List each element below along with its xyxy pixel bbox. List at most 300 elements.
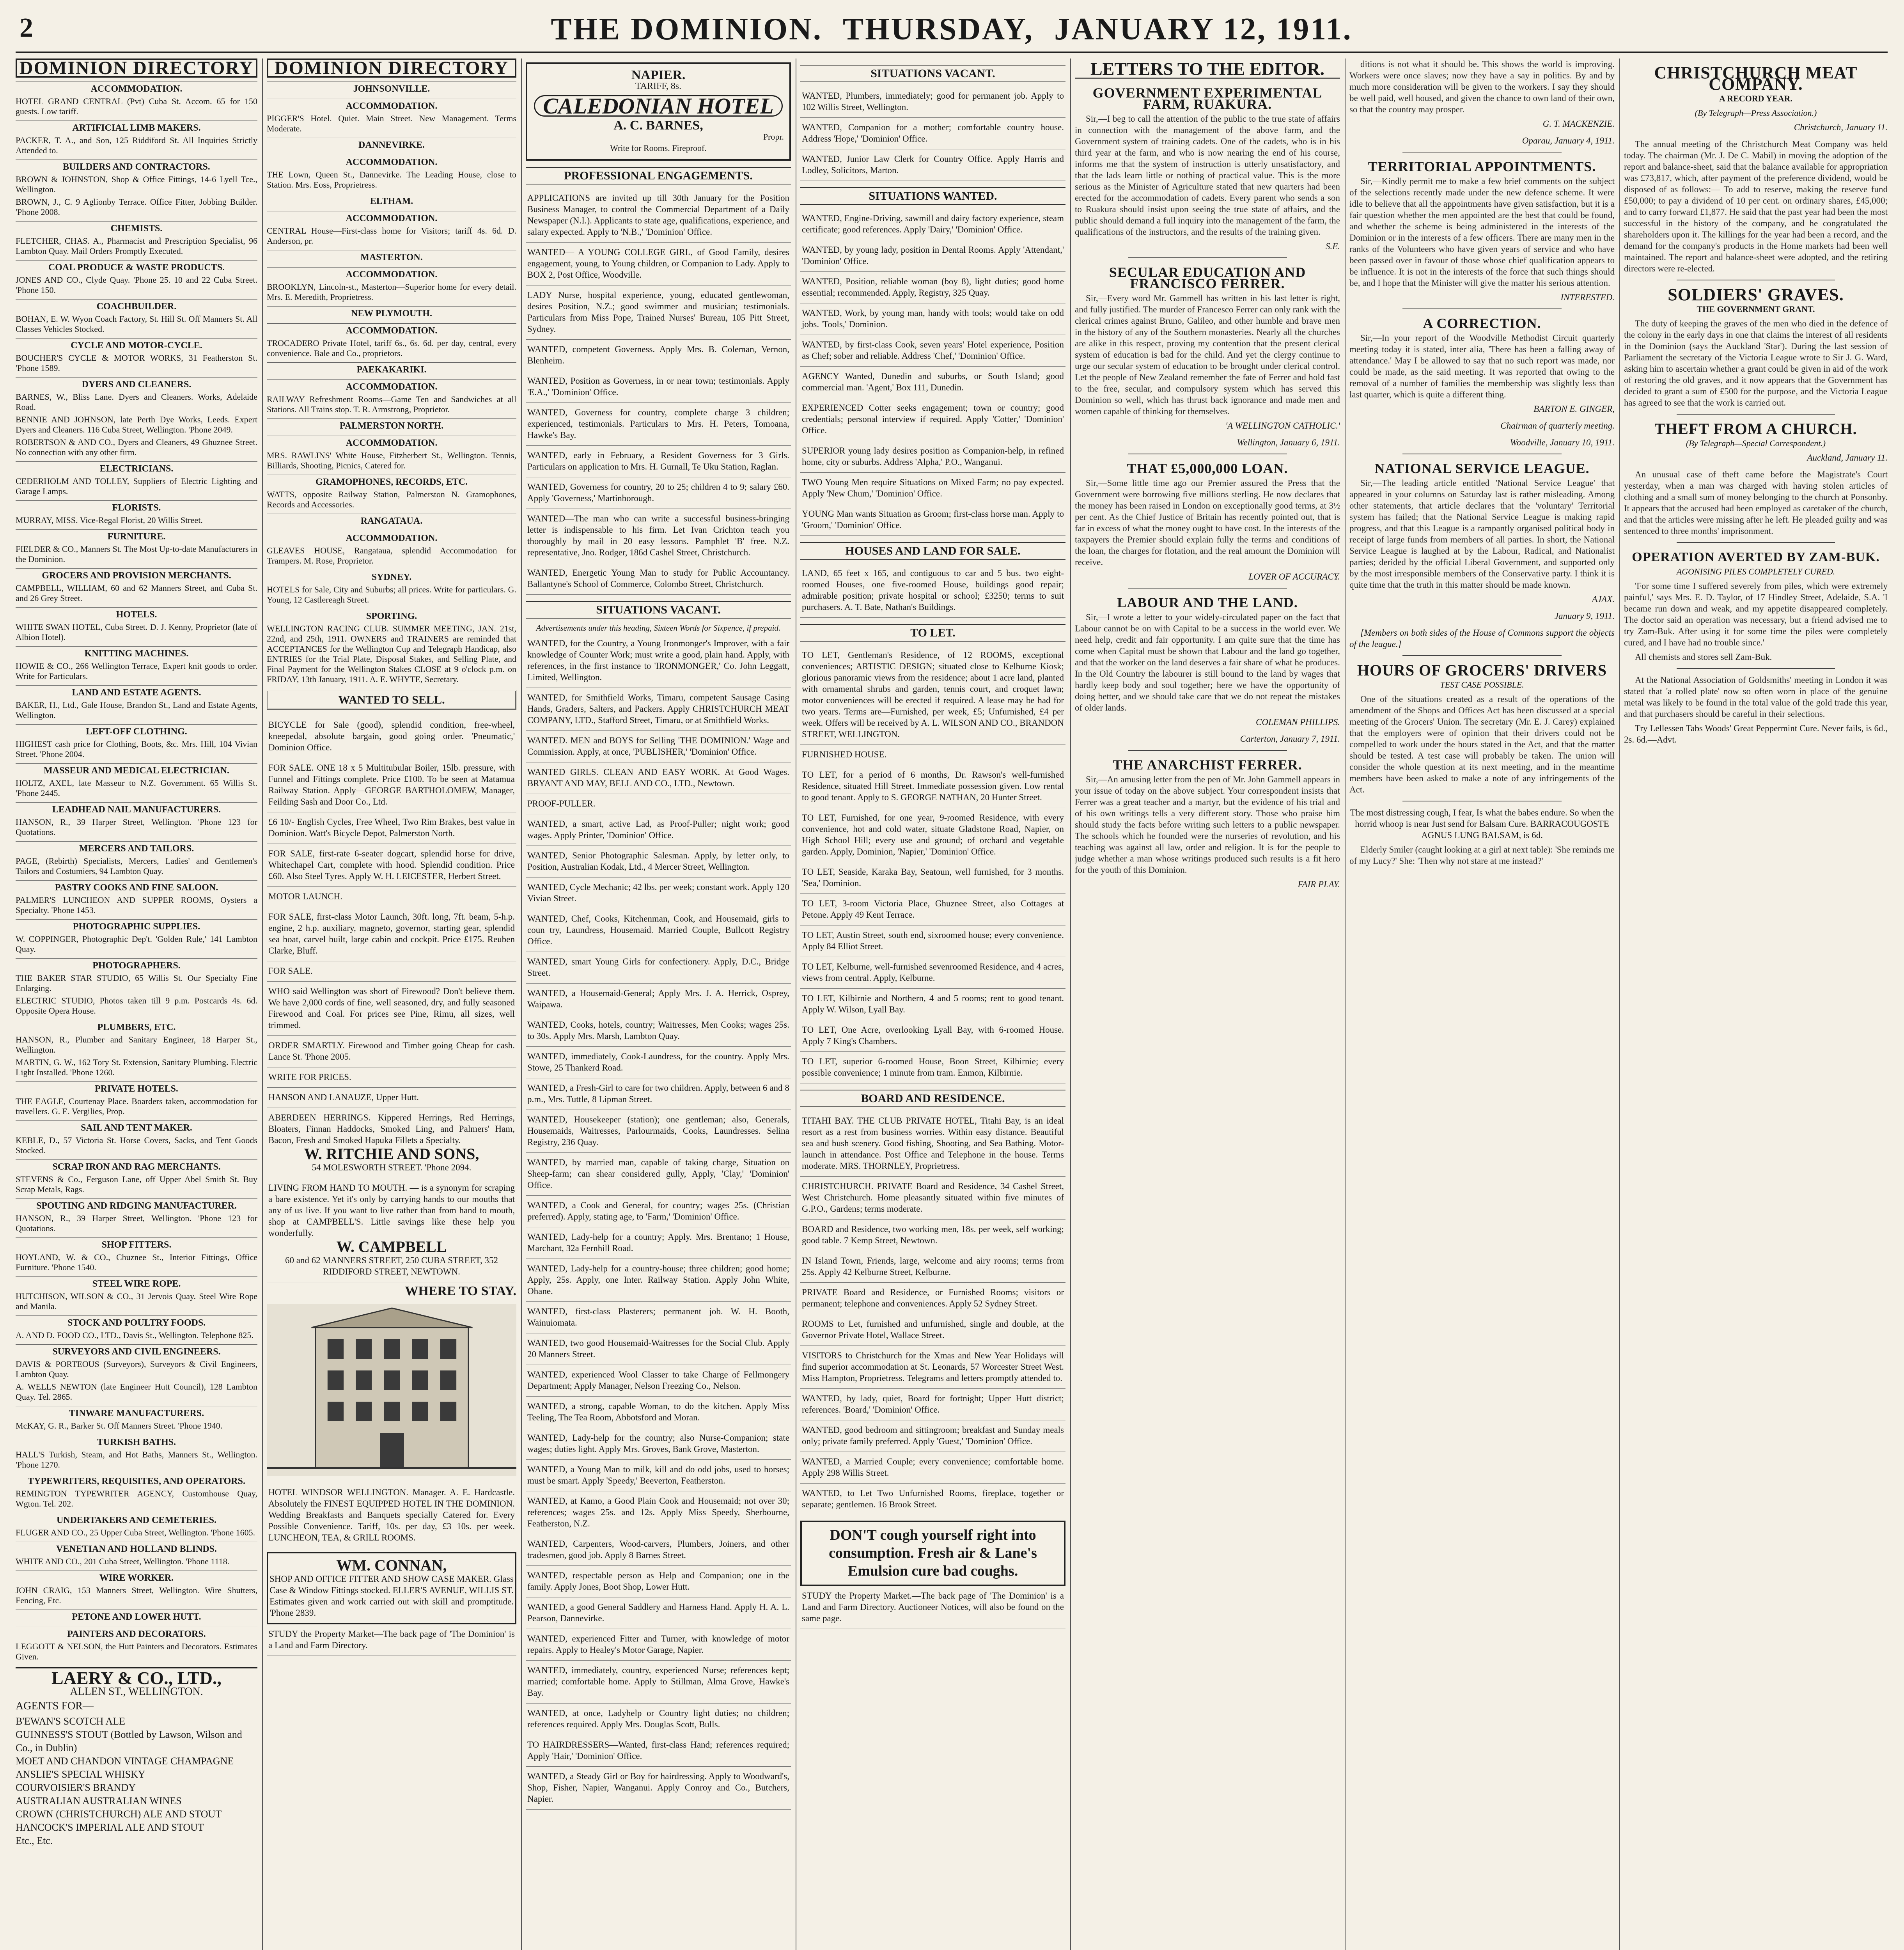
- to-let-ads: [800, 645, 1065, 1083]
- directory-section-heading: ACCOMMODATION.: [16, 82, 257, 95]
- directory2-sub-heading: ACCOMMODATION.: [267, 323, 516, 337]
- directory-section-heading: PASTRY COOKS AND FINE SALOON.: [16, 880, 257, 893]
- situation-vacant-ad: WANTED, by married man, capable of taking charge, Situation on Sheep-farm; can shear considered gully, Apply, 'Clay,' 'Dominion' Office.: [526, 1153, 791, 1196]
- directory-entry: ROBERTSON & AND CO., Dyers and Cleaners, 49 Ghuznee Street. No connection with any other firm.: [16, 437, 257, 457]
- correction-sig-2: Chairman of quarterly meeting.: [1500, 421, 1615, 431]
- secular-body: Sir,—Every word Mr. Gammell has written in his last letter is right, and fully justified. The murder of Francesco Ferrer can only rank with the clerical crimes against Bruno, Galileo, and other humble and brave men in the history of any of the Southern monasteries. Nearly all the churches are alike in this respect, proving my contention that the present clerical system of education is bad for the child. And yet the clergy continue to urge our secular system of education to be brought under clerical control. Let the people of New Zealand remember the fate of Ferrer and hold fast to the free, secular, and compulsory system which has served this Dominion so well, which has thrust back ignorance and made men and women capable of thinking for themselves.: [1075, 293, 1340, 416]
- situation-vacant-ad: WANTED, Cycle Mechanic; 42 lbs. per week; constant work. Apply 120 Vivian Street.: [526, 878, 791, 909]
- directory-entry: JOHN CRAIG, 153 Manners Street, Wellington. Wire Shutters, Fencing, Etc.: [16, 1585, 257, 1605]
- directory2-section-heading: RANGATAUA.: [267, 514, 516, 527]
- directory-section-heading: ARTIFICIAL LIMB MAKERS.: [16, 121, 257, 134]
- campbell-ad: [267, 1178, 516, 1282]
- continued-letter-sig: G. T. MACKENZIE.: [1542, 119, 1615, 129]
- directory2-section-heading: DANNEVIRKE.: [267, 138, 516, 151]
- directory-entry: HANSON, R., 39 Harper Street, Wellington. 'Phone 123 for Quotations.: [16, 817, 257, 837]
- directory2-entry: THE Lown, Queen St., Dannevirke. The Leading House, close to Station. Mrs. Eoss, Proprietress.: [267, 170, 516, 190]
- directory-section-heading: MERCERS AND TAILORS.: [16, 841, 257, 854]
- directory2-sub-heading: ACCOMMODATION.: [267, 379, 516, 393]
- situation-vacant-ad: WANTED, Chef, Cooks, Kitchenman, Cook, and Housemaid, girls to coun try, Laundress, Housemaid. Married Couple, Bullcott Registry Office.: [526, 909, 791, 952]
- labour-title: LABOUR AND THE LAND.: [1117, 595, 1298, 610]
- directory2-section-heading: MASTERTON.: [267, 250, 516, 263]
- situation-vacant-ad: WANTED, Housekeeper (station); one gentleman; also, Generals, Housemaids, Waitresses, Parlourmaids, Cooks, Laundresses. Selina Registry, 236 Quay.: [526, 1110, 791, 1153]
- cmc-source: (By Telegraph—Press Association.): [1695, 108, 1817, 118]
- campbell-address: 60 and 62 MANNERS STREET, 250 CUBA STREET, 352 RIDDIFORD STREET, NEWTOWN.: [285, 1255, 498, 1276]
- for-sale-ad: FOR SALE.: [267, 961, 516, 982]
- situation-vacant-ad: WANTED, Carpenters, Wood-carvers, Plumbers, Joiners, and other tradesmen, good job. Apply 8 Barnes Street.: [526, 1534, 791, 1566]
- to-let-heading: TO LET.: [800, 624, 1065, 642]
- situation-vacant-ad: WANTED, Junior Law Clerk for Country Office. Apply Harris and Lodley, Solicitors, Marton.: [800, 149, 1065, 181]
- laery-line: CROWN (CHRISTCHURCH) ALE AND STOUT: [16, 1808, 222, 1820]
- situation-vacant-ad: WANTED, for Smithfield Works, Timaru, competent Sausage Casing Hands, Graders, Salters, and Packers. Apply CHRISTCHURCH MEAT COMPANY, LTD., Stafford Street, Timaru, or at Smithfield Works.: [526, 688, 791, 731]
- situation-vacant-ad: PROOF-PULLER.: [526, 794, 791, 814]
- directory-section-heading: SURVEYORS AND CIVIL ENGINEERS.: [16, 1344, 257, 1358]
- two-young-men-text: TWO Young Men require Situations on Mixed Farm; no pay expected. Apply 'New Chum,' 'Dominion' Office.: [802, 477, 1064, 498]
- laery-lines: [16, 1715, 257, 1847]
- situation-wanted-ad: WANTED, by young lady, position in Dental Rooms. Apply 'Attendant,' 'Dominion' Office.: [800, 240, 1065, 272]
- napier-title: NAPIER.: [631, 68, 686, 82]
- directory2-entry: RAILWAY Refreshment Rooms—Game Ten and Sandwiches at all Stations. All Trains stop. T. R. Armstrong, Proprietor.: [267, 394, 516, 414]
- directory-section-heading: HOTELS.: [16, 607, 257, 620]
- board-residence-ad: WANTED, good bedroom and sittingroom; breakfast and Sunday meals only; private family preferred. Apply 'Guest,' 'Dominion' Office.: [800, 1420, 1065, 1452]
- directory-entry: PALMER'S LUNCHEON AND SUPPER ROOMS, Oysters a Specialty. 'Phone 1453.: [16, 895, 257, 915]
- situation-vacant-ad: WANTED, at Kamo, a Good Plain Cook and Housemaid; not over 30; references; wages 25s. and 12s. Apply Miss Speedy, Sherbourne, Featherston, N.Z.: [526, 1491, 791, 1534]
- directory-section-heading: PHOTOGRAPHERS.: [16, 958, 257, 971]
- directory-entry: MURRAY, MISS. Vice-Regal Florist, 20 Willis Street.: [16, 515, 203, 525]
- directory2-section-heading: SPORTING.: [267, 609, 516, 622]
- theft-dateline: Auckland, January 11.: [1807, 453, 1888, 463]
- cmc-dateline: Christchurch, January 11.: [1794, 122, 1888, 132]
- anarchist-sig: FAIR PLAY.: [1298, 879, 1340, 889]
- continued-letter-date: Oparau, January 4, 1911.: [1522, 136, 1615, 145]
- directory2-sub-heading: GRAMOPHONES, RECORDS, ETC.: [267, 475, 516, 488]
- connan-name: WM. CONNAN,: [336, 1556, 447, 1574]
- professional-ad: WANTED, Position as Governess, in or near town; testimonials. Apply 'E.A.,' 'Dominion' Office.: [526, 371, 791, 403]
- professional-ad: LADY Nurse, hospital experience, young, educated gentlewoman, desires Position, N.Z.; good swimmer and musician; testimonials. Particulars from Miss Pope, Trained Nurses' Bureau, 105 Pitt Street, Sydney.: [526, 285, 791, 340]
- situation-vacant-ad: WANTED, a Fresh-Girl to care for two children. Apply, between 6 and 8 p.m., Mrs. Tuttle, 8 Lipman Street.: [526, 1078, 791, 1110]
- ritchie-address: 54 MOLESWORTH STREET. 'Phone 2094.: [312, 1163, 472, 1172]
- sit-wanted-heading: SITUATIONS WANTED.: [800, 187, 1065, 205]
- directory-section-heading: KNITTING MACHINES.: [16, 646, 257, 659]
- situation-vacant-ad: WANTED, Senior Photographic Salesman. Apply, by letter only, to Position, Australian Kodak, Ltd., 4 Mercer Street, Wellington.: [526, 846, 791, 878]
- to-let-ad: TO LET, for a period of 6 months, Dr. Rawson's well-furnished Residence, situated Hill Street. Immediate possession given. Low rental to good tenant. Apply to S. GEORGE NATHAN, 20 Hunter Street.: [800, 765, 1065, 808]
- directory-entry: WHITE AND CO., 201 Cuba Street, Wellington. 'Phone 1118.: [16, 1556, 230, 1566]
- directory2-section-heading: ELTHAM.: [267, 194, 516, 207]
- situation-vacant-ad: WANTED, a good General Saddlery and Harness Hand. Apply H. A. L. Pearson, Dannevirke.: [526, 1597, 791, 1629]
- directory-section-heading: FLORISTS.: [16, 500, 257, 514]
- directory-section-heading: PHOTOGRAPHIC SUPPLIES.: [16, 919, 257, 932]
- directory-section-heading: COACHBUILDER.: [16, 299, 257, 312]
- directory-section-heading: PETONE AND LOWER HUTT.: [16, 1610, 257, 1623]
- directory-entry: HIGHEST cash price for Clothing, Boots, &c. Mrs. Hill, 104 Vivian Street. 'Phone 2004.: [16, 739, 257, 759]
- board-residence-ad: ROOMS to Let, furnished and unfurnished, single and double, at the Governor Private Hotel, Wallace Street.: [800, 1314, 1065, 1346]
- directory-section-heading: VENETIAN AND HOLLAND BLINDS.: [16, 1542, 257, 1555]
- labour-body: Sir,—I wrote a letter to your widely-circulated paper on the fact that Labour cannot be on with Capital to be a success in the world ever. We need help, credit and fair opportunity. I am quite sure that the time has come when Capital must be shown that Labour and the land go together, and that the worker on the land deserves a fair share of what he produces. In the Old Country the labourer is still bound to the land by wages that hardly keep body and soul together; here we have the opportunity of doing better, and we should take care that we do not repeat the mistakes of older lands.: [1075, 612, 1340, 713]
- to-let-ad: TO LET, Austin Street, south end, sixroomed house; every convenience. Apply 84 Elliot Street.: [800, 925, 1065, 957]
- for-sale-ad: FOR SALE, first-class Motor Launch, 30ft. long, 7ft. beam, 5-h.p. engine, 2 h.p. auxiliary, magneto, governor, starting gear, splendid sea boat, carvel built, large cabin and cockpit. Price £175. Reuben Clarke, Bluff.: [267, 907, 516, 961]
- directory-section-heading: TYPEWRITERS, REQUISITES, AND OPERATORS.: [16, 1474, 257, 1487]
- where-to-stay: WHERE TO STAY.: [405, 1284, 516, 1298]
- houses-heading: HOUSES AND LAND FOR SALE.: [800, 542, 1065, 560]
- board-residence-ad: CHRISTCHURCH. PRIVATE Board and Residence, 34 Cashel Street, West Christchurch. Home pleasantly situated within five minutes of G.P.O., Gardens; terms moderate.: [800, 1177, 1065, 1220]
- laery-address: ALLEN ST., WELLINGTON.: [70, 1686, 203, 1698]
- to-let-ad: TO LET, Kilbirnie and Northern, 4 and 5 rooms; rent to good tenant. Apply W. Wilson, Lyall Bay.: [800, 989, 1065, 1020]
- situation-wanted-ad: WANTED, by first-class Cook, seven years' Hotel experience, Position as Chef; sober and reliable. Address 'Chef,' 'Dominion' Office.: [800, 335, 1065, 367]
- nsl-sig: AJAX.: [1592, 594, 1615, 604]
- property-text: STUDY the Property Market—The back page of 'The Dominion' is a Land and Farm Directory.: [268, 1629, 515, 1650]
- situation-vacant-ad: WANTED, a Steady Girl or Boy for hairdressing. Apply to Woodward's, Shop, Fisher, Napier, Wanganui. Apply Conroy and Co., Butchers, Napier.: [526, 1767, 791, 1810]
- masthead: [16, 8, 1888, 53]
- property-ad-2: [800, 1586, 1065, 1629]
- connan-text: SHOP AND OFFICE FITTER AND SHOW CASE MAKER. Glass Case & Window Fittings stocked. ELLER'S AVENUE, WILLIS ST. Estimates given and work carried out with skill and promptitude. 'Phone 2839.: [269, 1574, 514, 1618]
- laery-line: MOET AND CHANDON VINTAGE CHAMPAGNE: [16, 1755, 234, 1767]
- directory-entry: HOTEL GRAND CENTRAL (Pvt) Cuba St. Accom. 65 for 150 guests. Low tariff.: [16, 96, 257, 116]
- correction-date: Woodville, January 10, 1911.: [1510, 438, 1615, 447]
- directory2-entry: MRS. RAWLINS' White House, Fitzherbert St., Wellington. Tennis, Billiards, Shooting, Picnics, Catered for.: [267, 450, 516, 470]
- zambuk-end: All chemists and stores sell Zam-Buk.: [1635, 652, 1772, 662]
- letters-column-2: [1349, 58, 1615, 1950]
- directory2-entry: WELLINGTON RACING CLUB. SUMMER MEETING, JAN. 21st, 22nd, and 25th, 1911. OWNERS and TRAINERS are reminded that ACCEPTANCES for the Wellington Cup and Telegraph Handicap, also ENTRIES for the Trial Plate, Disposal Stakes, and Selling Plate, and Final Payment for the Wellington Stakes CLOSE at 9 o'clock p.m. on FRIDAY, 13th January, 1911. A. E. WHYTE, Secretary.: [267, 624, 516, 684]
- issue-day: THURSDAY,: [842, 12, 1034, 46]
- to-let-ad: TO LET, Kelburne, well-furnished sevenroomed Residence, and 4 acres, views from central. Apply, Kelburne.: [800, 957, 1065, 989]
- laery-line: COURVOISIER'S BRANDY: [16, 1782, 136, 1793]
- situation-vacant-ad: WANTED GIRLS. CLEAN AND EASY WORK. At Good Wages. BRYANT AND MAY, BELL AND CO., LTD., Newtown.: [526, 762, 791, 794]
- directory-entry: HOYLAND, W. & CO., Chuznee St., Interior Fittings, Office Furniture. 'Phone 1540.: [16, 1252, 257, 1272]
- issue-date: JANUARY 12, 1911.: [1054, 12, 1353, 46]
- directory-entry: THE EAGLE, Courtenay Place. Boarders taken, accommodation for travellers. G. E. Vergilies, Prop.: [16, 1096, 257, 1116]
- board-heading: BOARD AND RESIDENCE.: [800, 1090, 1065, 1107]
- professional-ad: WANTED, Governess for country, 20 to 25; children 4 to 9; salary £60. Apply 'Governess,' Martinborough.: [526, 477, 791, 509]
- situation-ads: [526, 634, 791, 1810]
- classified-column-3: [526, 58, 791, 1950]
- directory-section-heading: LAND AND ESTATE AGENTS.: [16, 685, 257, 698]
- directory-section-heading: PLUMBERS, ETC.: [16, 1020, 257, 1033]
- directory2-entry: WATTS, opposite Railway Station, Palmerston N. Gramophones, Records and Accessories.: [267, 489, 516, 509]
- to-let-ad: TO LET, One Acre, overlooking Lyall Bay, with 6-roomed House. Apply 7 King's Chambers.: [800, 1020, 1065, 1052]
- soldiers-sub: THE GOVERNMENT GRANT.: [1697, 304, 1815, 314]
- board-residence-ad: WANTED, to Let Two Unfurnished Rooms, fireplace, together or separate; gentlemen. 16 Brook Street.: [800, 1484, 1065, 1515]
- situation-vacant-ad: WANTED, a smart, active Lad, as Proof-Puller; night work; good wages. Apply Printer, 'Dominion' Office.: [526, 814, 791, 846]
- wanted-to-sell-ads: [267, 715, 516, 1108]
- situation-vacant-ad: WANTED, smart Young Girls for confectionery. Apply, D.C., Bridge Street.: [526, 952, 791, 984]
- theft-source: (By Telegraph—Special Correspondent.): [1686, 438, 1826, 448]
- directory-entry: JONES AND CO., Clyde Quay. 'Phone 25. 10 and 22 Cuba Street. 'Phone 150.: [16, 275, 257, 295]
- board-ads: [800, 1111, 1065, 1515]
- directory2-section-heading: PAEKAKARIKI.: [267, 362, 516, 376]
- situation-wanted-ad: AGENCY Wanted, Dunedin and suburbs, or South Island; good commercial man. 'Agent,' Box 111, Dunedin.: [800, 367, 1065, 398]
- directory-section-heading: PRIVATE HOTELS.: [16, 1081, 257, 1095]
- directory-section-heading: FURNITURE.: [16, 529, 257, 542]
- sit-vacant-heading-2: SITUATIONS VACANT.: [800, 65, 1065, 82]
- directory-section-heading: LEFT-OFF CLOTHING.: [16, 724, 257, 737]
- situation-vacant-ad: WANTED, a Housemaid-General; Apply Mrs. J. A. Herrick, Osprey, Waipawa.: [526, 984, 791, 1015]
- divider: [1677, 414, 1835, 415]
- directory-entry: McKAY, G. R., Barker St. Off Manners Street. 'Phone 1940.: [16, 1421, 223, 1431]
- house-ads: [800, 564, 1065, 618]
- secular-title: SECULAR EDUCATION AND FRANCISCO FERRER.: [1109, 264, 1306, 291]
- sit-vacant-heading: SITUATIONS VACANT.: [526, 601, 791, 619]
- laery-agents: AGENTS FOR—: [16, 1700, 94, 1712]
- laery-ad: [16, 1667, 257, 1847]
- balsam-ad: The most distressing cough, I fear, Is what the babes endure. So when the horrid whoop is near Just send for Balsam Cure. BARRACOUGOSTE AGNUS LUNG BALSAM, is 6d.: [1350, 808, 1614, 840]
- anarchist-body: Sir,—An amusing letter from the pen of Mr. John Gammell appears in your issue of today on the above subject. Your correspondent insists that Ferrer was a great teacher and a martyr, but the evidence of his trial and of his own writings tells a very different story. Those who praise him should study the facts before writing such letters to a public newspaper. The schools which he founded were the nurseries of revolution, and his teaching was against all law, order and religion. It is for the people to judge whether a man whose writings produced such results is a fit hero for the youth of this Dominion.: [1075, 775, 1340, 875]
- letters-heading: LETTERS TO THE EDITOR.: [1075, 63, 1340, 79]
- directory-section-heading: TINWARE MANUFACTURERS.: [16, 1406, 257, 1419]
- connan-ad: [267, 1552, 516, 1624]
- directory2-sub-heading: ACCOMMODATION.: [267, 267, 516, 280]
- laery-line: B'EWAN'S SCOTCH ALE: [16, 1716, 125, 1727]
- situation-vacant-ad: WANTED, Cooks, hotels, country; Waitresses, Men Cooks; wages 25s. to 30s. Apply Mrs. Marsh, Lambton Quay.: [526, 1015, 791, 1047]
- situation-vacant-ad: WANTED, for the Country, a Young Ironmonger's Improver, with a fair knowledge of Counter Work; must write a good, plain hand. Apply, with references, in the first instance to 'IRONMONGER,' Co. John Leggatt, Limited, Wellington.: [526, 634, 791, 688]
- board-residence-ad: BOARD and Residence, two working men, 18s. per week, self working; good table. 7 Kemp Street, Newtown.: [800, 1220, 1065, 1251]
- to-let-ad: TO LET, Furnished, for one year, 9-roomed Residence, with every convenience, hot and cold water, situate Gladstone Road, Napier, on High School Hill; every use and ground; of orchard and vegetable garden. Apply, Dominion, 'Napier,' 'Dominion' Office.: [800, 808, 1065, 862]
- vacant-ads: [800, 86, 1065, 181]
- directory-entry: CAMPBELL, WILLIAM, 60 and 62 Manners Street, and Cuba St. and 26 Grey Street.: [16, 583, 257, 603]
- board-residence-ad: WANTED, by lady, quiet, Board for fortnight; Upper Hutt district; references. 'Board,' 'Dominion' Office.: [800, 1389, 1065, 1420]
- gov-farm-title: GOVERNMENT EXPERIMENTAL FARM, RUAKURA.: [1092, 85, 1323, 112]
- for-sale-ad: WHO said Wellington was short of Firewood? Don't believe them. We have 2,000 cords of fine, well seasoned, dry, and fully seasoned Firewood and Coal. For prices see Pine, Rimu, all sizes, well trimmed.: [267, 982, 516, 1036]
- directory-section-heading: SCRAP IRON AND RAG MERCHANTS.: [16, 1159, 257, 1173]
- directory-entry: HOWIE & CO., 266 Wellington Terrace, Expert knit goods to order. Write for Particulars.: [16, 661, 257, 681]
- situation-vacant-ad: WANTED, a strong, capable Woman, to do the kitchen. Apply Miss Teeling, The Tea Room, Abbotsford and Moran.: [526, 1397, 791, 1428]
- situation-wanted-ad: WANTED, Position, reliable woman (boy 8), light duties; good home essential; recommended. Apply, Registry, 325 Quay.: [800, 272, 1065, 303]
- situation-vacant-ad: WANTED, experienced Fitter and Turner, with knowledge of motor repairs. Apply to Healey's Motor Garage, Napier.: [526, 1629, 791, 1661]
- caledonian-prop: Propr.: [763, 132, 784, 142]
- directory-entry: FIELDER & CO., Manners St. The Most Up-to-date Manufacturers in the Dominion.: [16, 544, 257, 564]
- directory-section-heading: PAINTERS AND DECORATORS.: [16, 1627, 257, 1640]
- hotel-windsor-illustration: [267, 1304, 516, 1476]
- cough-text: DON'T cough yourself right into consumption. Fresh air & Lane's Emulsion cure bad coughs.: [829, 1527, 1037, 1579]
- directory-column-2: [267, 58, 516, 1950]
- board-residence-ad: PRIVATE Board and Residence, or Furnished Rooms; visitors or permanent; telephone and conveniences. Apply 52 Sydney Street.: [800, 1283, 1065, 1314]
- correction-title: A CORRECTION.: [1423, 316, 1541, 331]
- divider: [1128, 257, 1287, 258]
- directory-entry: REMINGTON TYPEWRITER AGENCY, Customhouse Quay, Wgton. Tel. 202.: [16, 1489, 257, 1509]
- situation-vacant-ad: WANTED, Lady-help for a country-house; three children; good home; Apply, 25s. Apply, one Inter. Railway Station. Apply John White, Ohane.: [526, 1259, 791, 1302]
- nsl-body: Sir,—The leading article entitled 'National Service League' that appeared in your columns on Saturday last is rather misleading. Among other statements, that article declares that the 'voluntary' Territorial system has failed; that the National Service League is making rapid progress, and that this League is a rampantly organised political body in receipt of large funds from members of all parties. In short, the National Service League is laughed at by the Labour, Radical, and Nationalist parties; derided by the official Liberal Government, and supported only by the most irresponsible members of the Conservative party. I think it is quite time that the truth in this matter should be made known.: [1349, 478, 1615, 590]
- situation-vacant-ad: TO HAIRDRESSERS—Wanted, first-class Hand; references required; Apply 'Hair,' 'Dominion' Office.: [526, 1735, 791, 1767]
- groom-ad: [800, 504, 1065, 536]
- directory-entry: WHITE SWAN HOTEL, Cuba Street. D. J. Kenny, Proprietor (late of Albion Hotel).: [16, 622, 257, 642]
- divider: [1402, 308, 1562, 309]
- laery-line: GUINNESS'S STOUT (Bottled by Lawson, Wilson and Co., in Dublin): [16, 1729, 242, 1753]
- directory2-entry: GLEAVES HOUSE, Rangataua, splendid Accommodation for Trampers. M. Rose, Proprietor.: [267, 546, 516, 566]
- professional-ad: WANTED, early in February, a Resident Governess for 3 Girls. Particulars on application to Mrs. H. Gurnall, Te Uku Station, Raglan.: [526, 446, 791, 477]
- directory-entry: HUTCHISON, WILSON & CO., 31 Jervois Quay. Steel Wire Rope and Manila.: [16, 1291, 257, 1311]
- directory-section-heading: MASSEUR AND MEDICAL ELECTRICIAN.: [16, 763, 257, 776]
- for-sale-ad: MOTOR LAUNCH.: [267, 887, 516, 907]
- loan-title: THAT £5,000,000 LOAN.: [1127, 461, 1288, 476]
- directory-section-heading: SHOP FITTERS.: [16, 1237, 257, 1251]
- directory-section-heading: COAL PRODUCE & WASTE PRODUCTS.: [16, 260, 257, 273]
- to-let-ad: TO LET, 3-room Victoria Place, Ghuznee Street, also Cottages at Petone. Apply 49 Kent Terrace.: [800, 894, 1065, 925]
- situation-vacant-ad: WANTED, a Cook and General, for country; wages 25s. (Christian preferred). Apply, stating age, to 'Farm,' 'Dominion' Office.: [526, 1196, 791, 1227]
- directory-section-heading: UNDERTAKERS AND CEMETERIES.: [16, 1513, 257, 1526]
- situation-vacant-ad: WANTED. MEN and BOYS for Selling 'THE DOMINION.' Wage and Commission. Apply, at once, 'PUBLISHER,' 'Dominion' Office.: [526, 731, 791, 762]
- zambuk-title: OPERATION AVERTED BY ZAM-BUK.: [1632, 550, 1880, 564]
- page-number: 2: [20, 13, 33, 43]
- directory-entry: ELECTRIC STUDIO, Photos taken till 9 p.m. Postcards 4s. 6d. Opposite Opera House.: [16, 996, 257, 1016]
- laery-name: LAERY & CO., LTD.,: [51, 1668, 222, 1688]
- professional-ad: WANTED— A YOUNG COLLEGE GIRL, of Good Family, desires engagement, young, to Young children, or Companion to Lady. Apply to BOX 2, Post Office, Woodville.: [526, 243, 791, 285]
- directory2-entry: CENTRAL House—First-class home for Visitors; tariff 4s. 6d. D. Anderson, pr.: [267, 226, 516, 246]
- directory-column: [16, 58, 257, 1950]
- nsl-date: January 9, 1911.: [1554, 611, 1615, 621]
- directory-entry: HANSON, R., Plumber and Sanitary Engineer, 18 Harper St., Wellington.: [16, 1035, 257, 1055]
- directory2-sub-heading: ACCOMMODATION.: [267, 211, 516, 224]
- property-ad: [267, 1624, 516, 1656]
- loan-body: Sir,—Some little time ago our Premier assured the Press that the Government were borrowing five millions sterling. He now declares that the money has been raised in London on exceptionally good terms, at 3½ per cent. As the Chief Justice of Britain has recently pointed out, that is far in excess of what the money ought to have cost. In the interests of the taxpayers the Premier should explain fully the terms and conditions of the loan, the charges for flotation, and the real amount the Dominion will receive.: [1075, 478, 1340, 567]
- wanted-ads: [800, 209, 1065, 473]
- labour-date: Carterton, January 7, 1911.: [1240, 734, 1340, 744]
- secular-date: Wellington, January 6, 1911.: [1237, 438, 1340, 447]
- directory-entry: MARTIN, G. W., 162 Tory St. Extension, Sanitary Plumbing. Electric Light Installed. 'Phone 1260.: [16, 1057, 257, 1077]
- directory-entry: DAVIS & PORTEOUS (Surveyors), Surveyors & Civil Engineers, Lambton Quay.: [16, 1359, 257, 1379]
- for-sale-ad: £6 10/- English Cycles, Free Wheel, Two Rim Brakes, best value in Dominion. Watt's Bicycle Depot, Palmerston North.: [267, 812, 516, 844]
- directory2-section-heading: SYDNEY.: [267, 570, 516, 583]
- board-residence-ad: WANTED, a Married Couple; every convenience; comfortable home. Apply 298 Willis Street.: [800, 1452, 1065, 1484]
- correction-sig: BARTON E. GINGER,: [1533, 404, 1615, 414]
- cmc-body: The annual meeting of the Christchurch Meat Company was held today. The chairman (Mr. J. De C. Mabil) in moving the adoption of the report and balance-sheet, said that the balance available for appropriation was £73,817, which, after payment of the preference dividend, would be disposed of as follows:— To add to reserve, making the reserve fund £50,000; to pay a dividend of 10 per cent. on ordinary shares, £45,000; and to carry forward £1,877. He said that the past year had been the most successful in the history of the company, and he congratulated the shareholders upon it. The killings for the year had been a record, and the demand for the company's products in the Home markets had been well maintained. The report and balance-sheet were adopted, and the retiring directors were re-elected.: [1624, 139, 1888, 273]
- classified-column-4: [800, 58, 1065, 1950]
- windsor-ad: [267, 1483, 516, 1548]
- directory-section-heading: SPOUTING AND RIDGING MANUFACTURER.: [16, 1198, 257, 1212]
- directory2-sub-heading: ACCOMMODATION.: [267, 155, 516, 168]
- directory2-sub-heading: ACCOMMODATION.: [267, 99, 516, 112]
- directory-entry: LEGGOTT & NELSON, the Hutt Painters and Decorators. Estimates Given.: [16, 1642, 257, 1661]
- column-rule: [1345, 58, 1346, 1950]
- for-sale-ad: BICYCLE for Sale (good), splendid condition, free-wheel, kneepedal, absolute bargain, good going order. 'Pneumatic,' Dominion Office.: [267, 715, 516, 758]
- paper-name: THE DOMINION.: [551, 12, 823, 46]
- directory-entry: FLETCHER, CHAS. A., Pharmacist and Prescription Specialist, 96 Lambton Quay. Mail Orders Promptly Executed.: [16, 236, 257, 256]
- anarchist-title: THE ANARCHIST FERRER.: [1113, 757, 1302, 773]
- caledonian-logo: CALEDONIAN HOTEL: [534, 95, 782, 117]
- directory-entry: STEVENS & Co., Ferguson Lane, off Upper Abel Smith St. Buy Scrap Metals, Rags.: [16, 1174, 257, 1194]
- laery-line: Etc., Etc.: [16, 1835, 53, 1846]
- directory-entry: BARNES, W., Bliss Lane. Dyers and Cleaners. Works, Adelaide Road.: [16, 392, 257, 412]
- property-text-2: STUDY the Property Market.—The back page of 'The Dominion' is a Land and Farm Directory. Auctioneer Notices, will also be found on the same page.: [802, 1591, 1064, 1623]
- for-sale-ad: FOR SALE, first-rate 6-seater dogcart, splendid horse for drive, Whitechapel Cart, complete with hood. Splendid condition. Price £60. Also Steel Tyres. Apply W. H. LEICESTER, Herbert Street.: [267, 844, 516, 887]
- news-column: [1624, 58, 1888, 1950]
- directory-section-heading: CYCLE AND MOTOR-CYCLE.: [16, 338, 257, 351]
- situation-wanted-ad: EXPERIENCED Cotter seeks engagement; town or country; good credentials; personal interview if required. Apply 'Cotter,' 'Dominion' Office.: [800, 398, 1065, 441]
- directory-entry: A. WELLS NEWTON (late Engineer Hutt Council), 128 Lambton Quay. Tel. 2865.: [16, 1382, 257, 1402]
- professional-ads: [526, 188, 791, 595]
- situation-vacant-ad: WANTED, a Young Man to milk, kill and do odd jobs, used to horses; must be smart. Apply 'Speedy,' Beeverton, Featherston.: [526, 1460, 791, 1491]
- board-residence-ad: IN Island Town, Friends, large, welcome and airy rooms; terms from 25s. Apply 42 Kelburne Street, Kelburne.: [800, 1251, 1065, 1283]
- directory-section-heading: BUILDERS AND CONTRACTORS.: [16, 160, 257, 173]
- directory-entry: BROWN & JOHNSTON, Shop & Office Fittings, 14-6 Lyell Tce., Wellington.: [16, 174, 257, 194]
- house-for-sale-ad: LAND, 65 feet x 165, and contiguous to car and 5 bus. two eight-roomed Houses, one five-roomed House, buildings good repair; admirable position; private hospital or school; £3250; terms to suit purchasers. A. T. Bate, Nathan's Buildings.: [800, 564, 1065, 618]
- professional-ad: WANTED—The man who can write a successful business-bringing letter is indispensable to his firm. Let Ivan Crichton teach you thoroughly by mail in 20 easy lessons. Pamphlet 'B' free. N.Z. representative, Jno. Rodger, 186d Cashel Street, Christchurch.: [526, 509, 791, 563]
- masthead-title: [16, 12, 1888, 47]
- professional-ad: WANTED, competent Governess. Apply Mrs. B. Coleman, Vernon, Blenheim.: [526, 340, 791, 371]
- balsam-ad-2: Elderly Smiler (caught looking at a girl at next table): 'She reminds me of my Lucy?' She: 'Then why not stare at me instead?': [1349, 845, 1615, 866]
- to-let-ad: TO LET, superior 6-roomed House, Boon Street, Kilbirnie; every possible convenience; 1 minute from tram. Enmon, Kilbirnie.: [800, 1052, 1065, 1083]
- situation-wanted-ad: WANTED, Work, by young man, handy with tools; would take on odd jobs. 'Tools,' Dominion.: [800, 303, 1065, 335]
- directory-entry: PAGE, (Rebirth) Specialists, Mercers, Ladies' and Gentlemen's Tailors and Costumiers, 94 Lambton Quay.: [16, 856, 257, 876]
- caledonian-owner: A. C. BARNES,: [613, 118, 703, 133]
- directory-entry: KEBLE, D., 57 Victoria St. Horse Covers, Sacks, and Tent Goods Stocked.: [16, 1135, 257, 1155]
- gov-farm-sig: S.E.: [1325, 241, 1340, 251]
- situation-vacant-ad: WANTED, immediately, country, experienced Nurse; references kept; married; comfortable home. Apply to Stillman, Alma Grove, Hawke's Bay.: [526, 1661, 791, 1704]
- grocers-title: HOURS OF GROCERS' DRIVERS: [1357, 661, 1607, 679]
- situation-vacant-ad: WANTED, two good Housemaid-Waitresses for the Social Club. Apply 20 Manners Street.: [526, 1333, 791, 1365]
- directory2-entry: TROCADERO Private Hotel, tariff 6s., 6s. 6d. per day, central, every convenience. Bale and Co., proprietors.: [267, 338, 516, 358]
- for-sale-ad: HANSON AND LANAUZE, Upper Hutt.: [267, 1088, 516, 1108]
- laery-line: ANSLIE'S SPECIAL WHISKY: [16, 1769, 145, 1780]
- soldiers-title: SOLDIERS' GRAVES.: [1668, 285, 1844, 304]
- letters-column: [1075, 58, 1340, 1950]
- grocers-body: One of the situations created as a result of the operations of the amendment of the Shops and Offices Act has been discussed at a special meeting of the Grocers' Union. The secretary (Mr. E. J. Carey) explained that the employers were of opinion that their drivers could not be compelled to work under the hours stated in the Act, and that the matter should be tested. A test case will probably be taken. The union will consider the whole question at its next meeting, and in the meantime members have been asked to make a note of any infringements of the Act.: [1349, 694, 1615, 794]
- situation-vacant-ad: WANTED, immediately, Cook-Laundress, for the country. Apply Mrs. Stowe, 25 Thankerd Road.: [526, 1047, 791, 1078]
- directory-section-heading: DYERS AND CLEANERS.: [16, 377, 257, 390]
- theft-body: An unusual case of theft came before the Magistrate's Court yesterday, when a man was charged with having stolen articles of clothing and a small sum of money belonging to the church at Ponsonby. It appears that the accused had been employed as caretaker of the church, and that the articles were missing after he left. He pleaded guilty and was sentenced to three months' imprisonment.: [1624, 470, 1888, 536]
- divider: [1128, 750, 1287, 751]
- correction-body: Sir,—In your report of the Woodville Methodist Circuit quarterly meeting today it is stated, inter alia, 'There has been a falling away of attendance.' May I be allowed to say that no such report was made, nor could be made, as the said meeting. It was reported that owing to the removal of a number of families the membership was slightly less than last quarter, which is quite a different thing.: [1349, 333, 1615, 399]
- directory2-section-heading: PALMERSTON NORTH.: [267, 418, 516, 432]
- continued-letter-body: ditions is not what it should be. This shows the world is improving. Workers were once slaves; now they have a say in politics. By and by much more consideration will be given to the workers. I say they should be well paid, well housed, and given the chance to own land of their own, so that the country may prosper.: [1349, 59, 1615, 114]
- directory-entry: HOLTZ, AXEL, late Masseur to N.Z. Government. 65 Willis St. 'Phone 2445.: [16, 778, 257, 798]
- territorial-title: TERRITORIAL APPOINTMENTS.: [1368, 159, 1596, 174]
- laery-line: HANCOCK'S IMPERIAL ALE AND STOUT: [16, 1822, 204, 1833]
- divider: [1677, 668, 1835, 669]
- directory-entry: CEDERHOLM AND TOLLEY, Suppliers of Electric Lighting and Garage Lamps.: [16, 476, 257, 496]
- grocers-sub: TEST CASE POSSIBLE.: [1440, 680, 1524, 690]
- directory-entry: BOUCHER'S CYCLE & MOTOR WORKS, 31 Featherston St. 'Phone 1589.: [16, 353, 257, 373]
- professional-heading: PROFESSIONAL ENGAGEMENTS.: [526, 167, 791, 184]
- directory2-entry: BROOKLYN, Lincoln-st., Masterton—Superior home for every detail. Mrs. E. Meredith, Proprietress.: [267, 282, 516, 302]
- directory-section-heading: SAIL AND TENT MAKER.: [16, 1120, 257, 1134]
- directory-entry: HANSON, R., 39 Harper Street, Wellington. 'Phone 123 for Quotations.: [16, 1213, 257, 1233]
- directory-section-heading: LEADHEAD NAIL MANUFACTURERS.: [16, 802, 257, 815]
- directory-entry: THE BAKER STAR STUDIO, 65 Willis St. Our Specialty Fine Enlarging.: [16, 973, 257, 993]
- loan-sig: LOVER OF ACCURACY.: [1248, 572, 1340, 581]
- territorial-body: Sir,—Kindly permit me to make a few brief comments on the subject of the selections recently made under the new defence scheme. It were idle to believe that all the appointments have given satisfaction, but it is a fair question whether the men appointed are the best that could be found, and whether the scheme is being administered in the interests of the Dominion or in the interests of a few officers. There are many men in the ranks of the Volunteers who have given years of service and who have been passed over in favour of those whose chief qualification appears to be influence. It is not in the interests of the force that such things should be, and I hope that the Minister will give the matter his serious attention.: [1349, 176, 1615, 288]
- directory2-sub-heading: ACCOMMODATION.: [267, 436, 516, 449]
- situation-vacant-ad: WANTED, Lady-help for the country; also Nurse-Companion; state wages; duties light. Apply Mrs. Groves, Bank Grove, Masterton.: [526, 1428, 791, 1460]
- column-rule: [521, 58, 522, 1950]
- secular-sig: 'A WELLINGTON CATHOLIC.': [1225, 421, 1340, 431]
- divider: [1677, 542, 1835, 543]
- to-let-ad: TO LET, Gentleman's Residence, of 12 ROOMS, exceptional conveniences; ARTISTIC DESIGN; situated close to Kelburne Kiosk; glorious panoramic views from the residence; about 1 acre land, planted with ornamental shrubs and garden, tennis court, and croquet lawn; motor conveniences will be erected if required. A lease may be had for two years. Terms are—Furnished, per week, £5; Unfurnished, £4 per week. Offers will be received by A. L. WILSON AND CO., BRANDON STREET, WELLINGTON.: [800, 645, 1065, 745]
- territorial-sig: INTERESTED.: [1560, 292, 1615, 302]
- campbell-name: W. CAMPBELL: [336, 1238, 447, 1255]
- situation-vacant-ad: WANTED, first-class Plasterers; permanent job. W. H. Booth, Wainuiomata.: [526, 1302, 791, 1333]
- for-sale-ad: ORDER SMARTLY. Firewood and Timber going Cheap for cash. Lance St. 'Phone 2005.: [267, 1036, 516, 1067]
- soldiers-body: The duty of keeping the graves of the men who died in the defence of the colony in the early days in one that claims the interest of all residents in the Dominion (says the Auckland 'Star'). During the last session of Parliament the secretary of the Victoria League wrote to Sir J. G. Ward, asking him to ascertain whether a grant could be given in aid of the work of restoring the old graves, and it now appears that the Government has decided to grant a sum of £500 for the purpose, and the Victoria League has agreed to see that the work is carried out.: [1624, 319, 1888, 408]
- for-sale-ad: WRITE FOR PRICES.: [267, 1067, 516, 1088]
- directory2-entry: PIGGER'S Hotel. Quiet. Main Street. New Management. Terms Moderate.: [267, 113, 516, 133]
- directory-entry: W. COPPINGER, Photographic Dep't. 'Golden Rule,' 141 Lambton Quay.: [16, 934, 257, 954]
- directory-section-heading: GROCERS AND PROVISION MERCHANTS.: [16, 568, 257, 581]
- board-residence-ad: TITAHI BAY. THE CLUB PRIVATE HOTEL, Titahi Bay, is an ideal resort as a rest from business worries. Within easy distance. Beautiful sea and bush scenery. Good fishing, Shooting, and Sea Bathing. Motor-launch in attendance. Post Office and Telephone in the house. Terms moderate. MRS. THORNLEY, Proprietress.: [800, 1111, 1065, 1177]
- directory2-sections: [267, 82, 516, 684]
- directory-section-heading: WIRE WORKER.: [16, 1571, 257, 1584]
- zambuk-sub: AGONISING PILES COMPLETELY CURED.: [1676, 567, 1835, 576]
- directory-entry: BOHAN, E. W. Wyon Coach Factory, St. Hill St. Off Manners St. All Classes Vehicles Stocked.: [16, 314, 257, 334]
- cough-ad: [800, 1521, 1065, 1586]
- directory-entry: BENNIE AND JOHNSON, late Perth Dye Works, Leeds. Expert Dyers and Cleaners. 116 Cuba Street, Wellington. 'Phone 2049.: [16, 415, 257, 434]
- directory-section-heading: ELECTRICIANS.: [16, 461, 257, 475]
- situation-vacant-ad: WANTED, experienced Wool Classer to take Charge of Fellmongery Department; Apply Manager, Nelson Freezing Co., Nelson.: [526, 1365, 791, 1397]
- situation-wanted-ad: SUPERIOR young lady desires position as Companion-help, in refined home, city or suburbs. Address 'Alpha,' P.O., Wanganui.: [800, 441, 1065, 473]
- directory-entry: BAKER, H., Ltd., Gale House, Brandon St., Land and Estate Agents, Wellington.: [16, 700, 257, 720]
- directory-entry: FLUGER AND CO., 25 Upper Cuba Street, Wellington. 'Phone 1605.: [16, 1528, 255, 1537]
- directory-section-heading: STEEL WIRE ROPE.: [16, 1276, 257, 1290]
- cmc-title: CHRISTCHURCH MEAT COMPANY.: [1654, 63, 1858, 94]
- directory-entry: BROWN, J., C. 9 Aglionby Terrace. Office Fitter, Jobbing Builder. 'Phone 2008.: [16, 197, 257, 217]
- professional-ad: WANTED, Energetic Young Man to study for Public Accountancy. Ballantyne's School of Commerce, Colombo Street, Christchurch.: [526, 563, 791, 595]
